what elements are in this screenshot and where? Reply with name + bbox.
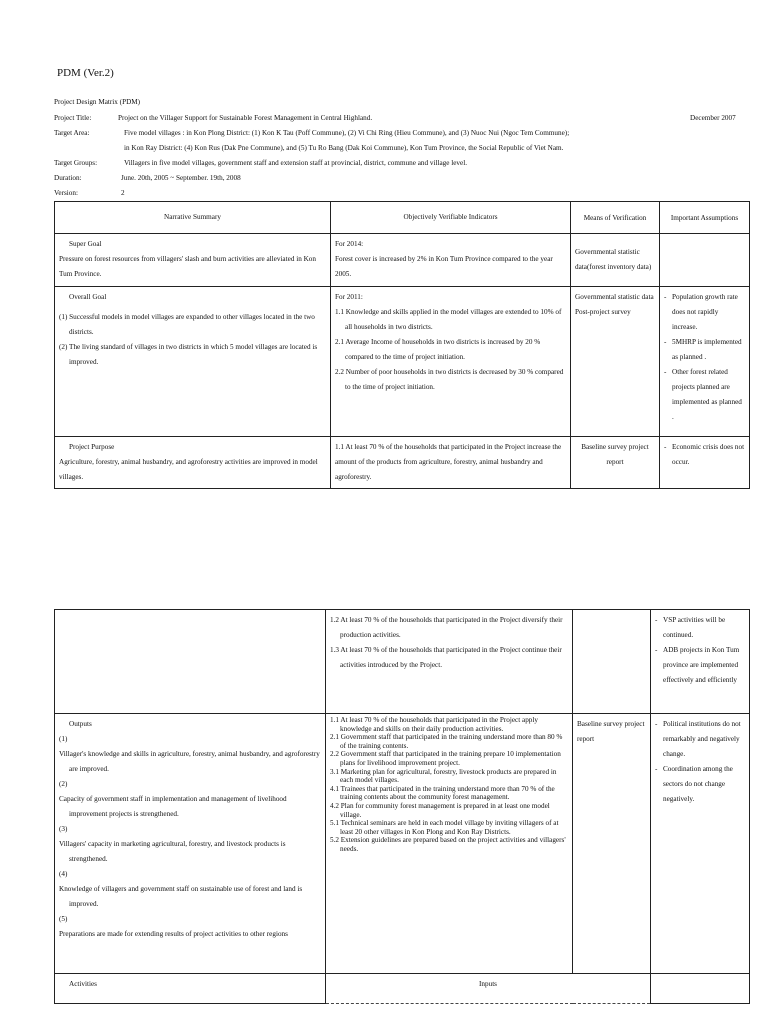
output-indicator-1-1: 1.1 At least 70 % of the households that participated in the Project apply knowledge and skills on their daily production activities. xyxy=(330,716,538,733)
outputs-title: Outputs xyxy=(69,720,92,728)
target-area-label: Target Area: xyxy=(54,129,90,137)
project-purpose-assumption: - Economic crisis does not occur. xyxy=(664,440,745,470)
version: 2 xyxy=(121,189,125,197)
overall-goal-title: Overall Goal xyxy=(69,293,107,301)
output-3: Villagers' capacity in marketing agricultural, forestry, and livestock products is strengthened. xyxy=(59,840,286,863)
output-assumption-political: - Political institutions do not remarkably and negatively change. xyxy=(655,717,745,762)
matrix-title: Project Design Matrix (PDM) xyxy=(54,98,141,106)
outputs-assumptions-cell xyxy=(651,714,750,974)
header-indicators: Objectively Verifiable Indicators xyxy=(331,202,571,234)
activities-assumptions-cell xyxy=(651,974,750,1004)
output-5: Preparations are made for extending results of project activities to other regions xyxy=(59,930,288,938)
overall-goal-means-2: Post-project survey xyxy=(575,308,631,316)
super-goal-indicator-head: For 2014: xyxy=(335,240,364,248)
outputs-indicators-cell xyxy=(326,714,573,974)
output-3-number: (3) xyxy=(59,825,68,833)
activities-label: Activities xyxy=(69,980,97,988)
super-goal-text: Pressure on forest resources from villagers' slash and burn activities are alleviated in Kon Tum Province. xyxy=(59,255,316,278)
output-2: Capacity of government staff in implementation and management of livelihood improvement projects is strengthened. xyxy=(59,795,287,818)
super-goal-cell xyxy=(55,234,331,287)
output-indicator-2-1: 2.1 Government staff that participated in the training understand more than 80 % of the training contents. xyxy=(330,733,563,750)
super-goal-title: Super Goal xyxy=(69,240,102,248)
version-label: Version: xyxy=(54,189,78,197)
overall-goal-indicator-2: 2.1 Average Income of households in two districts is increased by 20 % compared to the time of project initiation. xyxy=(335,338,541,361)
overall-goal-indicator-cell xyxy=(331,287,571,437)
target-area-line-2: in Kon Ray District: (4) Kon Rus (Dak Pne Commune), and (5) Tu Ro Bang (Dak Koi Commune), Kon Tum Province, the Social Republic of Viet Nam. xyxy=(124,144,564,152)
document-title: PDM (Ver.2) xyxy=(57,67,114,79)
purpose-indicator-1-2: 1.2 At least 70 % of the households that participated in the Project diversify their production activities. xyxy=(330,616,563,639)
output-indicator-5-1: 5.1 Technical seminars are held in each model village by inviting villagers of at least 20 other villages in Kon Plong and Kon Ray Districts. xyxy=(330,819,559,836)
activities-cell xyxy=(55,974,326,1004)
overall-goal-assumption-3: - Other forest related projects planned are implemented as planned . xyxy=(664,365,745,425)
super-goal-means: Governmental statistic data(forest inventory data) xyxy=(571,234,660,287)
output-indicator-5-2: 5.2 Extension guidelines are prepared based on the project activities and villagers' needs. xyxy=(330,836,566,853)
overall-goal-assumption-2: - 5MHRP is implemented as planned . xyxy=(664,335,745,365)
overall-goal-cell xyxy=(55,287,331,437)
overall-goal-means-cell xyxy=(571,287,660,437)
output-5-number: (5) xyxy=(59,915,68,923)
inputs-cell xyxy=(326,974,651,1004)
duration-label: Duration: xyxy=(54,174,82,182)
output-assumption-coordination: - Coordination among the sectors do not change negatively. xyxy=(655,762,745,807)
overall-goal-means-1: Governmental statistic data xyxy=(575,293,654,301)
target-groups-label: Target Groups: xyxy=(54,159,98,167)
target-groups: Villagers in five model villages, government staff and extension staff at provincial, district, commune and village level. xyxy=(124,159,468,167)
project-purpose-assumptions-cell xyxy=(660,437,750,489)
output-4: Knowledge of villagers and government staff on sustainable use of forest and land is improved. xyxy=(59,885,303,908)
purpose-continued-narrative xyxy=(55,610,326,714)
output-4-number: (4) xyxy=(59,870,68,878)
project-title: Project on the Villager Support for Sustainable Forest Management in Central Highland. xyxy=(118,114,373,122)
overall-goal-item-1: (1) Successful models in model villages are expanded to other villages located in the two districts. xyxy=(59,313,315,336)
purpose-continued-means xyxy=(573,610,651,714)
document-date: December 2007 xyxy=(690,114,736,122)
purpose-indicator-1-3: 1.3 At least 70 % of the households that participated in the Project continue their activities introduced by the Project. xyxy=(330,646,562,669)
overall-goal-indicator-1: 1.1 Knowledge and skills applied in the model villages are extended to 10% of all households in two districts. xyxy=(335,308,562,331)
output-1-number: (1) xyxy=(59,735,68,743)
output-indicator-2-2: 2.2 Government staff that participated in the training prepare 10 implementation plans for livelihood improvement project. xyxy=(330,750,561,767)
header-means: Means of Verification xyxy=(571,202,660,234)
overall-goal-indicator-3: 2.2 Number of poor households in two districts is decreased by 30 % compared to the time of project initiation. xyxy=(335,368,564,391)
project-purpose-text: Agriculture, forestry, animal husbandry, and agroforestry activities are improved in model villages. xyxy=(59,458,318,481)
outputs-means: Baseline survey project report xyxy=(573,714,651,974)
overall-goal-indicator-head: For 2011: xyxy=(335,293,363,301)
pdm-table-page-1 xyxy=(54,201,750,489)
project-purpose-means: Baseline survey project report xyxy=(571,437,660,489)
overall-goal-assumptions-cell xyxy=(660,287,750,437)
pdm-table-page-2 xyxy=(54,609,750,1004)
project-title-label: Project Title: xyxy=(54,114,92,122)
super-goal-assumptions xyxy=(660,234,750,287)
output-indicator-4-2: 4.2 Plan for community forest management is prepared in at least one model village. xyxy=(330,801,550,819)
output-2-number: (2) xyxy=(59,780,68,788)
purpose-continued-indicators xyxy=(326,610,573,714)
purpose-continued-assumptions xyxy=(651,610,750,714)
output-indicator-4-1: 4.1 Trainees that participated in the training understand more than 70 % of the training contents about the community forest management. xyxy=(330,784,555,802)
purpose-assumption-adb: - ADB projects in Kon Tum province are implemented effectively and efficiently xyxy=(655,643,745,688)
header-assumptions: Important Assumptions xyxy=(660,202,750,234)
super-goal-indicator: Forest cover is increased by 2% in Kon Tum Province compared to the year 2005. xyxy=(335,255,553,278)
target-area-line-1: Five model villages : in Kon Plong District: (1) Kon K Tau (Poff Commune), (2) Vi Chi Ring (Hieu Commune), and (3) Nuoc Nui (Ngoc Tem Commune); xyxy=(124,129,570,137)
duration: June. 20th, 2005 ~ September. 19th, 2008 xyxy=(121,174,241,182)
output-1: Villager's knowledge and skills in agriculture, forestry, animal husbandry, and agroforestry are improved. xyxy=(59,750,320,773)
super-goal-indicator-cell xyxy=(331,234,571,287)
purpose-assumption-vsp: - VSP activities will be continued. xyxy=(655,613,745,643)
overall-goal-assumption-1: - Population growth rate does not rapidly increase. xyxy=(664,290,745,335)
overall-goal-item-2: (2) The living standard of villages in two districts in which 5 model villages are located is improved. xyxy=(59,343,318,366)
output-indicator-3-1: 3.1 Marketing plan for agricultural, forestry, livestock products are prepared in each model villages. xyxy=(330,767,557,785)
project-purpose-cell xyxy=(55,437,331,489)
outputs-cell xyxy=(55,714,326,974)
header-narrative: Narrative Summary xyxy=(55,202,331,234)
inputs-label: Inputs xyxy=(479,980,497,988)
project-purpose-title: Project Purpose xyxy=(69,443,115,451)
project-purpose-indicator: 1.1 At least 70 % of the households that participated in the Project increase the amount of the products from agriculture, forestry, animal husbandry and agroforestry. xyxy=(331,437,571,489)
